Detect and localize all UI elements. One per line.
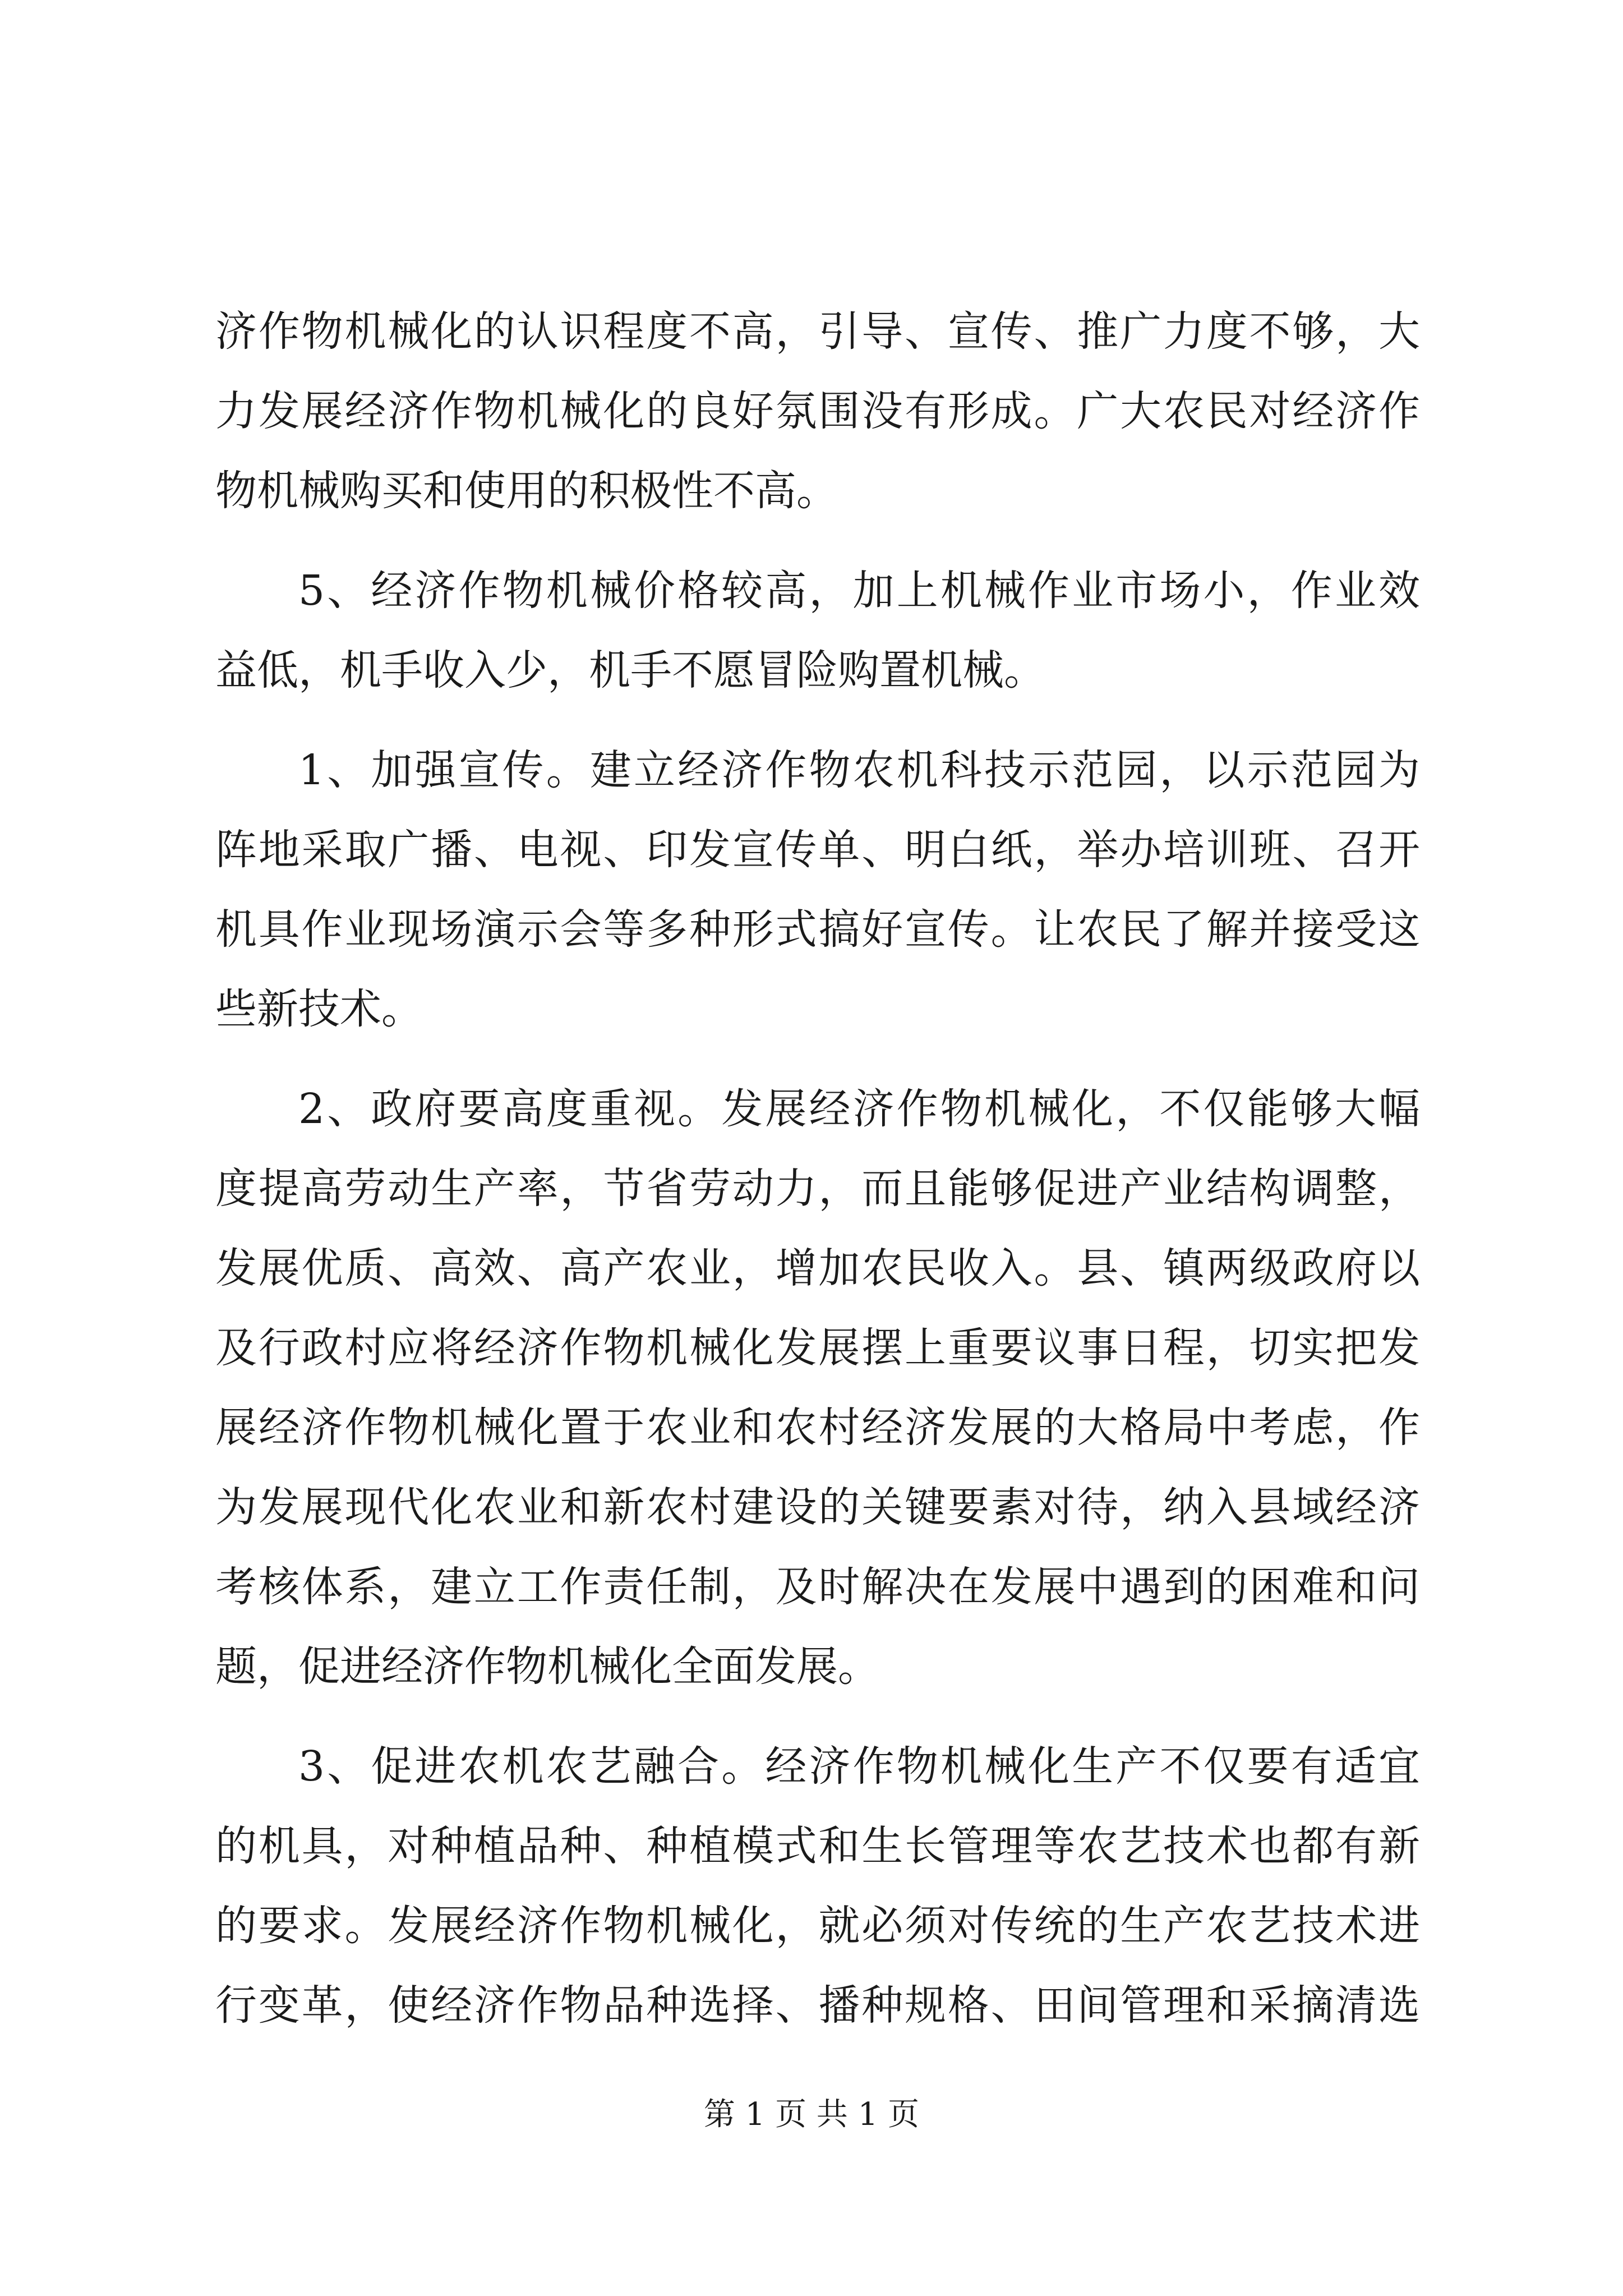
text-line: 及行政村应将经济作物机械化发展摆上重要议事日程，切实把发 [215, 1324, 1420, 1372]
text-line: 些新技术。 [215, 985, 423, 1033]
document-body [215, 292, 1420, 2045]
text-line: 力发展经济作物机械化的良好氛围没有形成。广大农民对经济作 [215, 387, 1420, 435]
text-line: 5、经济作物机械价格较高，加上机械作业市场小，作业效 [298, 567, 1420, 615]
page-number-label: 第 1 页 共 1 页 [703, 2096, 920, 2133]
text-line: 益低，机手收入少，机手不愿冒险购置机械。 [215, 646, 1045, 694]
text-line: 物机械购买和使用的积极性不高。 [215, 467, 838, 515]
text-line: 的机具，对种植品种、种植模式和生长管理等农艺技术也都有新 [215, 1822, 1420, 1870]
page-footer [0, 2092, 1623, 2137]
text-line: 为发展现代化农业和新农村建设的关键要素对待，纳入县域经济 [215, 1483, 1420, 1531]
text-line: 2、政府要高度重视。发展经济作物机械化，不仅能够大幅 [298, 1085, 1420, 1133]
text-line: 阵地采取广播、电视、印发宣传单、明白纸，举办培训班、召开 [215, 826, 1420, 874]
text-line: 1、加强宣传。建立经济作物农机科技示范园，以示范园为 [298, 746, 1420, 794]
text-line: 考核体系，建立工作责任制，及时解决在发展中遇到的困难和问 [215, 1563, 1420, 1611]
text-line: 机具作业现场演示会等多种形式搞好宣传。让农民了解并接受这 [215, 905, 1420, 954]
text-line: 发展优质、高效、高产农业，增加农民收入。县、镇两级政府以 [215, 1244, 1420, 1292]
text-line: 度提高劳动生产率，节省劳动力，而且能够促进产业结构调整， [215, 1165, 1420, 1213]
text-line: 3、促进农机农艺融合。经济作物机械化生产不仅要有适宜 [298, 1742, 1420, 1791]
text-line: 济作物机械化的认识程度不高，引导、宣传、推广力度不够，大 [215, 307, 1420, 356]
text-line: 题，促进经济作物机械化全面发展。 [215, 1642, 879, 1691]
text-line: 行变革，使经济作物品种选择、播种规格、田间管理和采摘清选 [215, 1981, 1420, 2030]
text-line: 展经济作物机械化置于农业和农村经济发展的大格局中考虑，作 [215, 1404, 1420, 1452]
text-line: 的要求。发展经济作物机械化，就必须对传统的生产农艺技术进 [215, 1902, 1420, 1950]
